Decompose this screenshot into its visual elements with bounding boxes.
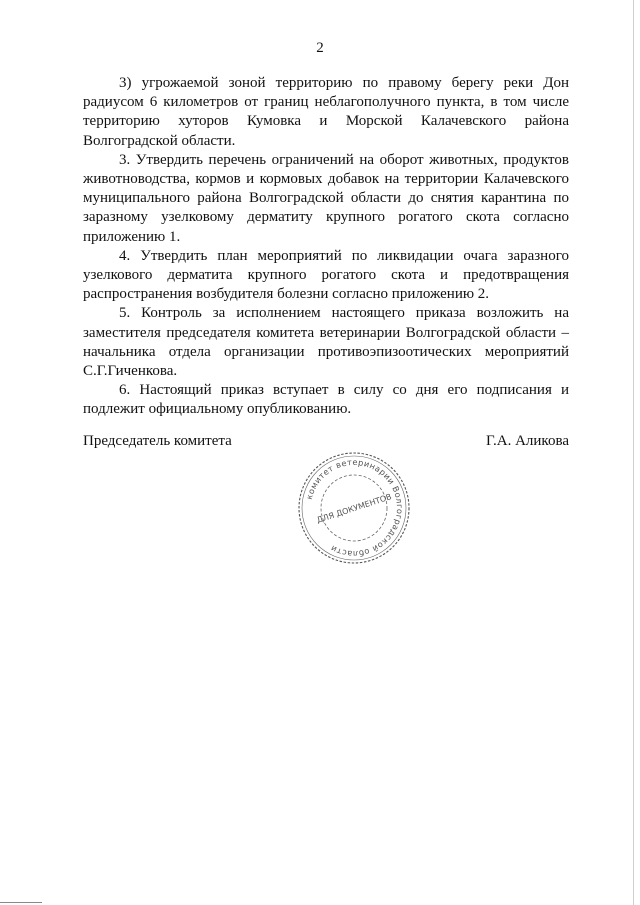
scan-edge-line [633,0,634,905]
page-number: 2 [316,40,324,56]
signatory-name: Г.А. Аликова [486,433,569,449]
paragraph-item-5: 5. Контроль за исполнением настоящего приказа возложить на заместителя председателя комитета ветеринарии Волгоградской области – начальника отдела организации противоэпизоотических мероприятий С.Г.Гиченкова. [83,305,569,380]
paragraph-item-6: 6. Настоящий приказ вступает в силу со дня его подписания и подлежит официальному опубликованию. [83,382,569,418]
stamp-ring-text: комитет ветеринарии Волгоградской области [303,456,406,560]
official-stamp [294,448,414,568]
stamp-seal-icon [294,448,414,568]
signatory-title: Председатель комитета [83,433,232,449]
paragraph-item-3: 3. Утвердить перечень ограничений на оборот животных, продуктов животноводства, кормов и кормовых добавок на территории Калачевского муниципального района Волгоградской области до снятия карантина по заразному узелковому дерматиту крупного рогатого скота согласно приложению 1. [83,151,569,245]
stamp-center-text: ДЛЯ ДОКУМЕНТОВ [315,492,393,525]
scan-corner-mark [0,902,42,903]
document-body [83,74,569,420]
paragraph-item-4: 4. Утвердить план мероприятий по ликвидации очага заразного узелкового дерматита крупного рогатого скота и предотвращения распространения возбудителя болезни согласно приложению 2. [83,247,569,303]
paragraph-threatened-zone: 3) угрожаемой зоной территорию по правому берегу реки Дон радиусом 6 километров от границ неблагополучного пункта, в том числе территорию хуторов Кумовка и Морской Калачевского района Волгоградской области. [83,75,569,149]
